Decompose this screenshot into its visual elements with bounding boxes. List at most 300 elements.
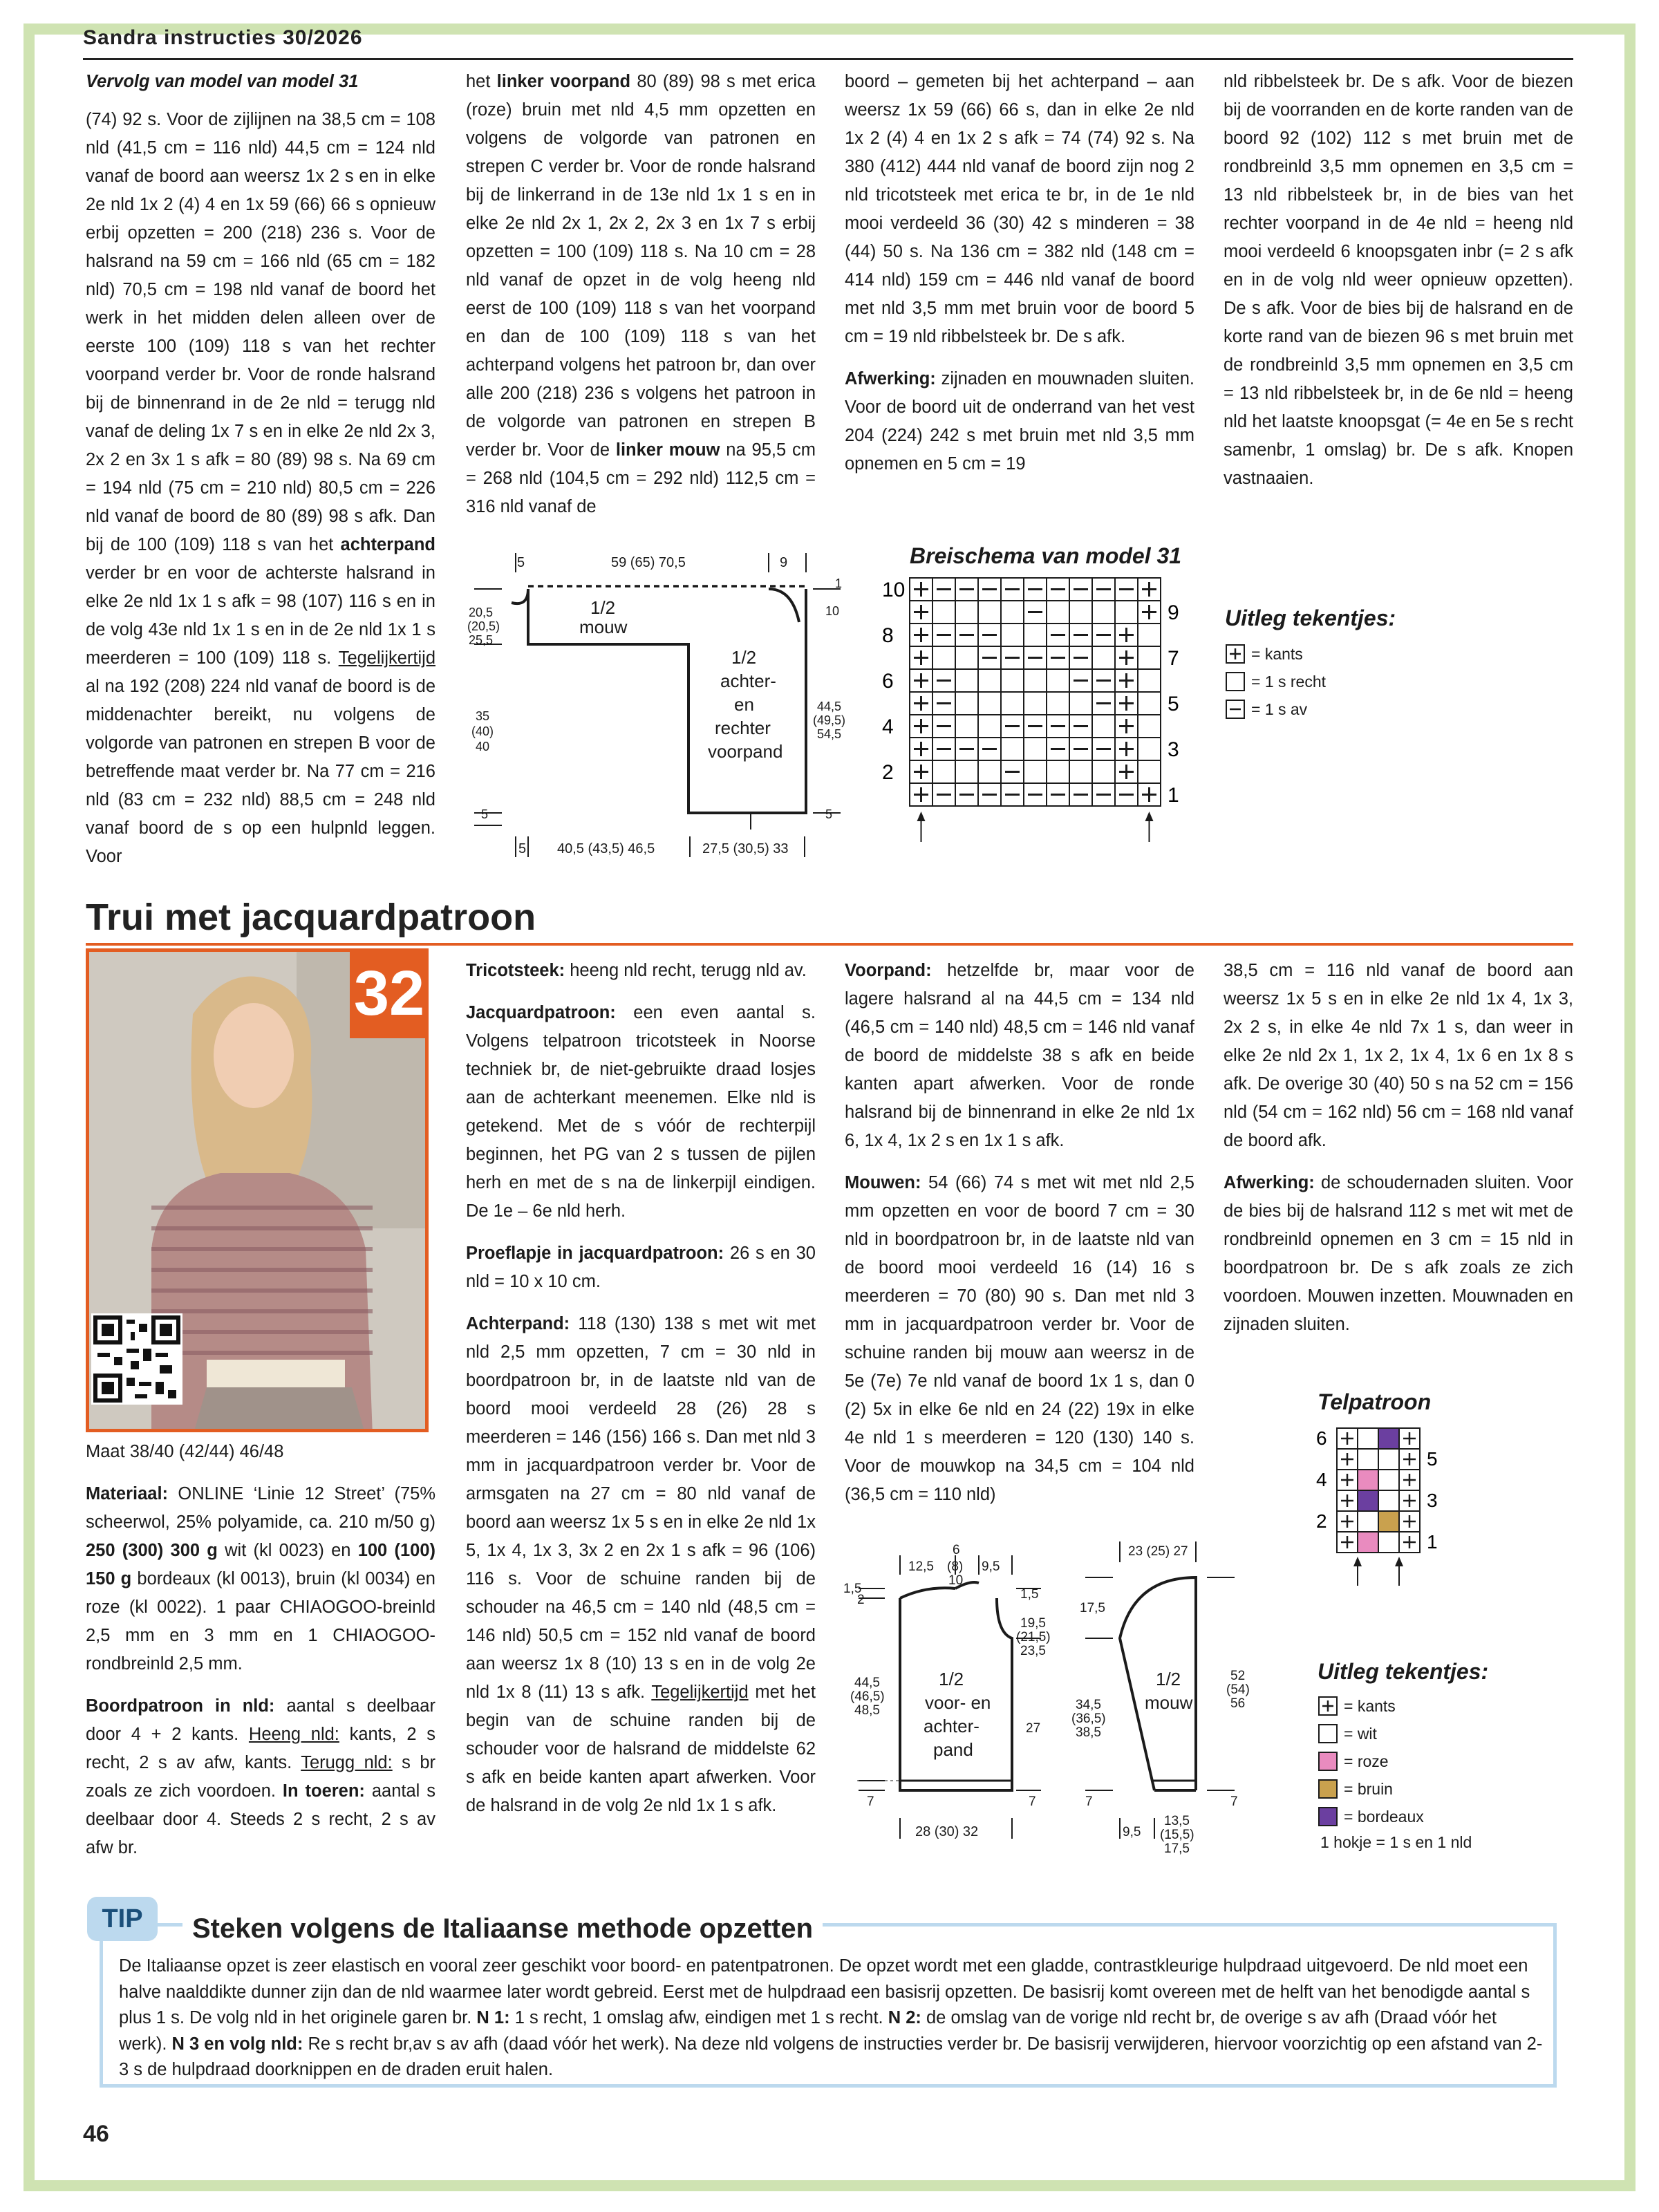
av-cell bbox=[978, 738, 1001, 760]
legend-item bbox=[1225, 695, 1326, 723]
kants-cell bbox=[910, 783, 932, 806]
dim-text: 12,5 bbox=[908, 1559, 934, 1574]
tip-title: Steken volgens de Italiaanse methode opzetten bbox=[182, 1913, 823, 1944]
recht-cell bbox=[955, 692, 978, 715]
dim-text: 34,5 bbox=[1076, 1698, 1101, 1712]
kants-cell bbox=[1337, 1470, 1358, 1490]
piece-label: 1/2 bbox=[1156, 1669, 1181, 1689]
color-cell bbox=[1378, 1449, 1399, 1470]
av-cell bbox=[1001, 760, 1024, 783]
av-cell bbox=[1092, 624, 1115, 646]
dim-text: 40,5 (43,5) 46,5 bbox=[557, 841, 655, 856]
bold-term: Afwerking: bbox=[845, 369, 936, 388]
schema-32-body bbox=[843, 1535, 1071, 1880]
text: 54 (66) 74 s met wit met nld 2,5 mm opzetten en voor de boord 7 cm = 30 nld in boordpatroon br, in de laatste nld van de boord mooi verdeeld 16 (14) 16 s meerderen = 70 (80) 90 s. Dan met nld 3 mm in jacquardpatroon verder br. Voor de schuine randen bij mouw aan weersz in de 5e (7e) 7e nld vanaf de boord 1x 1 s, dan 0 (2) 5x in elke 6e nld en 24 (22) 19x in elke 4e nld 1 s meerderen = 120 (130) 140 s. Voor de mouwkop na 34,5 cm = 104 nld (36,5 cm = 110 nld) bbox=[845, 1173, 1194, 1504]
dim-text: (36,5) bbox=[1071, 1712, 1106, 1726]
recht-cell bbox=[1024, 760, 1047, 783]
recht-cell bbox=[978, 669, 1001, 692]
kants-cell bbox=[1115, 715, 1138, 738]
row-number: 6 bbox=[882, 670, 894, 693]
kants-symbol-icon bbox=[1318, 1696, 1338, 1716]
bold-term: N 1: bbox=[476, 2008, 510, 2027]
dim-text: 54,5 bbox=[817, 727, 842, 741]
dim-text: 17,5 bbox=[1164, 1841, 1190, 1856]
av-cell bbox=[1024, 783, 1047, 806]
color-cell bbox=[1358, 1470, 1378, 1490]
bold-term: Afwerking: bbox=[1224, 1173, 1315, 1192]
av-cell bbox=[978, 646, 1001, 669]
recht-cell bbox=[978, 692, 1001, 715]
breischema-title: Breischema van model 31 bbox=[910, 543, 1182, 568]
recht-cell bbox=[978, 715, 1001, 738]
av-cell bbox=[1069, 669, 1092, 692]
recht-cell bbox=[955, 715, 978, 738]
recht-cell bbox=[1001, 624, 1024, 646]
recht-cell bbox=[955, 601, 978, 624]
av-cell bbox=[1047, 646, 1069, 669]
color-cell bbox=[1378, 1428, 1399, 1449]
kants-cell bbox=[910, 692, 932, 715]
piece-label: achter- bbox=[720, 671, 776, 691]
kants-cell bbox=[1337, 1449, 1358, 1470]
legend-item bbox=[1318, 1775, 1424, 1803]
legend-32-title: Uitleg tekentjes: bbox=[1318, 1659, 1489, 1684]
recht-cell bbox=[978, 601, 1001, 624]
dim-text: 40 bbox=[476, 740, 490, 753]
dim-text: 44,5 bbox=[854, 1676, 880, 1690]
m32-col-2 bbox=[466, 957, 816, 1834]
bold-term: N 3 en volg nld: bbox=[171, 2034, 303, 2054]
tip-tag: TIP bbox=[87, 1897, 158, 1941]
av-cell bbox=[1001, 715, 1024, 738]
recht-cell bbox=[1001, 692, 1024, 715]
bold-term: linker voorpand bbox=[496, 72, 631, 91]
bold-term: Tricotsteek: bbox=[466, 961, 565, 980]
text: (74) 92 s. Voor de zijlijnen na 38,5 cm = 108 nld (41,5 cm = 116 nld) 44,5 cm = 124 nld vanaf de boord aan weersz 1x 2 s en in elke 2e nld 1x 2 (4) 4 en 1x 59 (66) 66 s opnieuw erbij opzetten = 200 (218) 236 s. Voor de halsrand na 59 cm = 166 nld (65 cm = 182 nld) 70,5 cm = 198 nld vanaf de boord het werk in het midden delen alleen over de eerste 100 (109) 118 s van het rechter voorpand verder br. Voor de ronde halsrand bij de binnenrand in de 2e nld = terugg nld vanaf de deling 1x 7 s en in elke 2e nld 2x 3, 2x 2 en 3x 1 s afk = 80 (89) 98 s. Na 69 cm = 194 nld (75 cm = 210 nld) 80,5 cm = 226 nld vanaf de boord de 80 (89) 98 s afk. Dan bij de 100 (109) 118 s van het bbox=[86, 110, 435, 554]
top-col-3 bbox=[845, 68, 1194, 492]
bold-term: Mouwen: bbox=[845, 1173, 921, 1192]
kants-cell bbox=[1399, 1449, 1420, 1470]
text: 118 (130) 138 s met wit met nld 2,5 mm opzetten, 7 cm = 30 nld in boordpatroon br, in de laatste nld van de boord mooi verdeeld 28 (26) 28 s meerderen = 146 (156) 166 s. Dan met nld 3 mm in jacquardpatroon verder br. Voor de armsgaten na 27 cm = 80 nld vanaf de boord aan weersz 1x 5 s en in elke 2e nld 1x 5, 1x 4, 1x 3, 3x 2 en 2x 1 s afk = 96 (106) 116 s. Voor de schuine randen bij de schouder na 46,5 cm = 140 nld (48,5 cm = 146 nld) 50,5 cm = 152 nld vanaf de boord aan weersz 1x 8 (10) 13 s en in de volg 2e nld 1x 8 (11) 13 s afk. bbox=[466, 1314, 816, 1702]
recht-cell bbox=[1138, 760, 1161, 783]
color-cell bbox=[1358, 1511, 1378, 1532]
text: ONLINE ‘Linie 12 Street’ (75% scheerwol, 25% polyamide, ca. 210 m/50 g) bbox=[86, 1484, 435, 1532]
dim-text: 1 bbox=[835, 577, 843, 590]
dim-text: 5 bbox=[518, 841, 527, 856]
av-cell bbox=[1092, 669, 1115, 692]
text: 26 s en 30 nld = 10 x 10 cm. bbox=[466, 1244, 816, 1291]
bordeaux-swatch-icon bbox=[1318, 1806, 1338, 1827]
top-col-4 bbox=[1224, 68, 1573, 507]
dim-text: 27,5 (30,5) 33 bbox=[702, 841, 789, 856]
kants-cell bbox=[1337, 1532, 1358, 1553]
dim-text: (49,5) bbox=[813, 713, 846, 727]
recht-cell bbox=[1092, 760, 1115, 783]
kants-cell bbox=[1399, 1532, 1420, 1553]
legend-label: = 1 s av bbox=[1251, 700, 1308, 718]
legend-item bbox=[1318, 1692, 1424, 1720]
dim-text: 19,5 bbox=[1020, 1616, 1046, 1631]
underlined-term: Heeng nld: bbox=[248, 1725, 339, 1744]
recht-cell bbox=[1047, 601, 1069, 624]
kants-cell bbox=[910, 715, 932, 738]
av-cell bbox=[1024, 578, 1047, 601]
dim-text: 52 bbox=[1230, 1669, 1246, 1683]
bruin-swatch-icon bbox=[1318, 1779, 1338, 1799]
text: met het begin van de schuine randen bij de schouder voor de halsrand de middelste 62 s afk en beide kanten apart afwerken. Voor de halsrand in de volg 2e nld 1x 1 s afk. bbox=[466, 1683, 816, 1815]
text: Re s recht br,av s av afh (daad vóór het werk). Na deze nld volgens de instructies verder br. De basisrij verwijderen, hiervoor voorzichtig op een afstand van 2-3 s de hulpdraad doorknippen en de draden eruit halen. bbox=[119, 2034, 1543, 2079]
kants-cell bbox=[910, 760, 932, 783]
av-cell bbox=[1024, 646, 1047, 669]
kants-cell bbox=[910, 646, 932, 669]
top-col-2 bbox=[466, 68, 816, 535]
piece-label: achter- bbox=[924, 1716, 980, 1736]
recht-cell bbox=[955, 760, 978, 783]
av-cell bbox=[955, 624, 978, 646]
av-cell bbox=[1001, 783, 1024, 806]
text: s br zoals ze zich voordoen. bbox=[86, 1753, 435, 1801]
model-32-title: Trui met jacquardpatroon bbox=[86, 897, 536, 938]
kants-cell bbox=[1138, 601, 1161, 624]
color-cell bbox=[1358, 1490, 1378, 1511]
bold-term: Achterpand: bbox=[466, 1314, 570, 1333]
text: 38,5 cm = 116 nld vanaf de boord aan weersz 1x 5 s en in elke 2e nld 1x 4, 1x 3, 2x 2 s, in elke 4e nld 7x 1 s, dan weer in elke 2e nld 2x 1, 1x 2, 1x 4, 1x 6 en 1x 8 s afk. De overige 30 (40) 50 s na 52 cm = 156 nld (54 cm = 162 nld) 56 cm = 168 nld vanaf de boord afk. bbox=[1224, 961, 1573, 1150]
kants-cell bbox=[1115, 738, 1138, 760]
av-cell bbox=[978, 624, 1001, 646]
kants-cell bbox=[910, 669, 932, 692]
text: kants, 2 s recht, 2 s av afw, kants. bbox=[86, 1725, 436, 1772]
recht-cell bbox=[1138, 669, 1161, 692]
recht-cell bbox=[1001, 738, 1024, 760]
underlined-term: Terugg nld: bbox=[301, 1753, 393, 1772]
kants-cell bbox=[1115, 669, 1138, 692]
av-cell bbox=[932, 578, 955, 601]
dim-text: 56 bbox=[1230, 1696, 1246, 1711]
dim-text: 25,5 bbox=[469, 633, 494, 647]
page-number: 46 bbox=[83, 2121, 109, 2147]
av-cell bbox=[932, 669, 955, 692]
label: Maat bbox=[86, 1442, 125, 1461]
continuation-title: Vervolg van model van model 31 bbox=[86, 72, 359, 91]
piece-label: voorpand bbox=[708, 741, 783, 762]
recht-cell bbox=[1024, 669, 1047, 692]
recht-cell bbox=[932, 601, 955, 624]
row-number: 1 bbox=[1427, 1531, 1438, 1553]
dim-text: 7 bbox=[1029, 1794, 1036, 1809]
dim-text: 5 bbox=[825, 807, 833, 821]
telpatroon-grid bbox=[1309, 1423, 1475, 1595]
recht-cell bbox=[1047, 692, 1069, 715]
underlined-term: Tegelijkertijd bbox=[338, 648, 435, 668]
legend-item bbox=[1225, 640, 1326, 668]
av-cell bbox=[1001, 578, 1024, 601]
piece-label: mouw bbox=[1145, 1692, 1193, 1713]
text: nld ribbelsteek br. De s afk. Voor de biezen bij de voorranden en de korte randen van de boord 92 (102) 112 s met bruin met de rondbreinld 3,5 mm opnemen en 3,5 cm = 13 nld ribbelsteek br, in de bies van het rechter voorpand in de 4e nld = heeng nld mooi verdeeld 6 knoopsgaten inbr (= 2 s afk en in de volg nld weer opnieuw opzetten). De s afk. Voor de bies bij de halsrand en de korte rand van de biezen 96 s met bruin met de rondbreinld 3,5 mm opnemen en 3,5 cm = 13 nld ribbelsteek br, in de 6e nld = heeng nld het laatste knoopsgat (= 4e en 5e s recht samenbr, 1 omslag) br. De s afk. Knopen vastnaaien. bbox=[1224, 72, 1573, 488]
kants-cell bbox=[910, 578, 932, 601]
schema-31 bbox=[467, 539, 859, 871]
color-cell bbox=[1378, 1490, 1399, 1511]
av-cell bbox=[978, 578, 1001, 601]
av-cell bbox=[1092, 578, 1115, 601]
arrow-icon bbox=[1353, 1557, 1362, 1586]
text: bordeaux (kl 0013), bruin (kl 0034) en roze (kl 0022). 1 paar CHIAOGOO-breinld 2,5 mm en 3 mm en 1 CHIAOGOO-rondbreinld 2,5 mm. bbox=[86, 1569, 435, 1674]
qr-code-icon[interactable] bbox=[91, 1313, 182, 1405]
text: heeng nld recht, terugg nld av. bbox=[570, 961, 807, 980]
av-cell bbox=[955, 783, 978, 806]
dim-text: (21,5) bbox=[1016, 1630, 1051, 1644]
dim-text: 1,5 bbox=[843, 1582, 862, 1596]
piece-label: en bbox=[734, 694, 754, 715]
color-cell bbox=[1378, 1470, 1399, 1490]
dim-text: 17,5 bbox=[1080, 1601, 1105, 1615]
bold-term: Boordpatroon in nld: bbox=[86, 1696, 275, 1716]
arrow-icon bbox=[917, 812, 926, 842]
row-number: 2 bbox=[882, 761, 894, 784]
recht-cell bbox=[1024, 692, 1047, 715]
row-number: 2 bbox=[1316, 1510, 1327, 1532]
av-cell bbox=[1069, 783, 1092, 806]
recht-cell bbox=[1024, 624, 1047, 646]
row-number: 7 bbox=[1168, 647, 1179, 670]
kants-cell bbox=[1399, 1428, 1420, 1449]
row-number: 9 bbox=[1168, 601, 1179, 624]
kants-cell bbox=[1337, 1511, 1358, 1532]
av-cell bbox=[1001, 646, 1024, 669]
recht-cell bbox=[1001, 669, 1024, 692]
av-cell bbox=[1115, 783, 1138, 806]
piece-label: rechter bbox=[715, 718, 771, 738]
wit-swatch-icon bbox=[1318, 1723, 1338, 1744]
text: het bbox=[466, 72, 491, 91]
text: De Italiaanse opzet is zeer elastisch en vooral zeer geschikt voor boord- en patentpatronen. De opzet wordt met een gladde, contrastkleurige hulpdraad uitgevoerd. De nld moet een halve naalddikte dunner zijn dan de nld waarmee later wordt gebreid. Eerst met de hulpdraad een basisrij opzetten. De basisrij komt overeen met de helft van het benodigde aantal s plus 1 s. De volg nld in het originele garen br. bbox=[119, 1956, 1530, 2027]
bold-term: N 2: bbox=[888, 2008, 921, 2027]
telpatroon-title: Telpatroon bbox=[1318, 1389, 1432, 1414]
tip-text bbox=[119, 1953, 1548, 2083]
dim-text: 35 bbox=[476, 709, 490, 723]
row-number: 3 bbox=[1427, 1490, 1438, 1511]
av-symbol-icon bbox=[1225, 699, 1246, 720]
dim-text: 20,5 bbox=[469, 606, 494, 619]
row-number: 4 bbox=[1316, 1469, 1327, 1490]
piece-label: 1/2 bbox=[590, 597, 616, 618]
row-number: 5 bbox=[1427, 1448, 1438, 1470]
underlined-term: Tegelijkertijd bbox=[651, 1683, 749, 1702]
dim-text: 10 bbox=[948, 1573, 964, 1588]
bold-term: Voorpand: bbox=[845, 961, 932, 980]
recht-cell bbox=[1115, 601, 1138, 624]
dim-text: 7 bbox=[1085, 1794, 1093, 1809]
size-value: 38/40 (42/44) 46/48 bbox=[129, 1442, 284, 1461]
av-cell bbox=[1024, 715, 1047, 738]
breischema-31-grid bbox=[868, 571, 1214, 861]
av-cell bbox=[932, 692, 955, 715]
kants-cell bbox=[1399, 1490, 1420, 1511]
legend-label: = kants bbox=[1251, 645, 1303, 663]
av-cell bbox=[1069, 578, 1092, 601]
bold-term: Materiaal: bbox=[86, 1484, 169, 1503]
text: een even aantal s. Volgens telpatroon tricotsteek in Noorse techniek br, de niet-gebruikte draad losjes aan de achterkant meenemen. Elke nld is getekend. Met de s vóór de rechterpijl beginnen, het PG van 2 s tussen de pijlen herh en met de s na de linkerpijl eindigen. De 1e – 6e nld herh. bbox=[466, 1003, 816, 1221]
recht-cell bbox=[955, 669, 978, 692]
row-number: 6 bbox=[1316, 1427, 1327, 1449]
dim-text: (46,5) bbox=[850, 1689, 885, 1704]
dim-text: 13,5 bbox=[1164, 1814, 1190, 1828]
recht-cell bbox=[1092, 601, 1115, 624]
av-cell bbox=[932, 738, 955, 760]
bold-term: 250 (300) 300 g bbox=[86, 1541, 218, 1560]
recht-cell bbox=[1047, 669, 1069, 692]
m32-col-1 bbox=[86, 1438, 435, 1876]
kants-cell bbox=[910, 624, 932, 646]
recht-cell bbox=[1138, 692, 1161, 715]
recht-cell bbox=[1069, 760, 1092, 783]
kants-cell bbox=[1115, 646, 1138, 669]
kants-cell bbox=[1115, 692, 1138, 715]
recht-cell bbox=[1138, 624, 1161, 646]
magazine-header: Sandra instructies 30/2026 bbox=[83, 26, 363, 49]
row-number: 8 bbox=[882, 624, 894, 647]
av-cell bbox=[955, 738, 978, 760]
text: na 95,5 cm = 268 nld (104,5 cm = 292 nld) 112,5 cm = 316 nld vanaf de bbox=[466, 440, 816, 516]
kants-cell bbox=[1115, 624, 1138, 646]
kants-cell bbox=[1138, 783, 1161, 806]
recht-cell bbox=[1092, 646, 1115, 669]
av-cell bbox=[1069, 646, 1092, 669]
bold-term: Jacquardpatroon: bbox=[466, 1003, 616, 1022]
color-cell bbox=[1358, 1532, 1378, 1553]
av-cell bbox=[1069, 715, 1092, 738]
dim-text: 10 bbox=[825, 604, 840, 618]
text: de omslag van de vorige nld recht br, de overige s av afh (Draad vóór het werk). bbox=[119, 2008, 1497, 2054]
bold-term: In toeren: bbox=[282, 1781, 365, 1801]
row-number: 10 bbox=[882, 579, 906, 601]
dim-text: (40) bbox=[471, 724, 494, 738]
dim-text: 9 bbox=[780, 555, 788, 570]
kants-cell bbox=[1399, 1511, 1420, 1532]
legend-label: = wit bbox=[1344, 1725, 1377, 1743]
recht-cell bbox=[1069, 601, 1092, 624]
row-number: 4 bbox=[882, 715, 894, 738]
text: hetzelfde br, maar voor de lagere halsrand al na 44,5 cm = 134 nld (46,5 cm = 140 nld) 48,5 cm = 146 nld vanaf de boord de middelste 38 s afk en beide kanten apart afwerken. Voor de ronde halsrand bij de binnenrand in elke 2e nld 1x 6, 1x 4, 1x 2 s en 1x 1 s afk. bbox=[845, 961, 1194, 1150]
recht-cell bbox=[1047, 760, 1069, 783]
kants-cell bbox=[1337, 1428, 1358, 1449]
text: 80 (89) 98 s met erica (roze) bruin met nld 4,5 mm opzetten en volgens de volgorde van patronen en strepen C verder br. Voor de ronde halsrand bij de linkerrand in de 13e nld 1x 1 s en in elke 2e nld 2x 1, 2x 2, 2x 3 en 1x 7 s erbij opzetten = 100 (109) 118 s. Na 10 cm = 28 nld vanaf de opzet in de volg heeng nld eerst de 100 (109) 118 s van het voorpand en dan de 100 (109) 118 s van het achterpand volgens het patroon br, dan over alle 200 (218) 236 s volgens het patroon in de volgorde van patronen en strepen B verder br. Voor de bbox=[466, 72, 816, 460]
dim-text: 7 bbox=[867, 1794, 874, 1809]
text: al na 192 (208) 224 nld vanaf de boord is de middenachter bereikt, nu volgens de volgorde van patronen en strepen B voor de betreffende maat verder br. Na 77 cm = 216 nld (83 cm = 232 nld) 88,5 cm = 248 nld vanaf boord de s op een hulpnld leggen. Voor bbox=[86, 677, 435, 866]
av-cell bbox=[1069, 738, 1092, 760]
top-col-1 bbox=[86, 68, 435, 885]
color-cell bbox=[1358, 1428, 1378, 1449]
dim-text: 48,5 bbox=[854, 1703, 880, 1718]
av-cell bbox=[1092, 692, 1115, 715]
row-number: 5 bbox=[1168, 693, 1179, 715]
dim-text: (20,5) bbox=[467, 619, 500, 633]
piece-label: mouw bbox=[579, 617, 628, 637]
av-cell bbox=[1047, 624, 1069, 646]
legend-label: = kants bbox=[1344, 1697, 1396, 1715]
dim-text: (8) bbox=[947, 1559, 964, 1574]
legend-item bbox=[1318, 1720, 1424, 1747]
av-cell bbox=[1092, 783, 1115, 806]
av-cell bbox=[978, 783, 1001, 806]
dim-text: 23,5 bbox=[1020, 1644, 1046, 1658]
recht-cell bbox=[1024, 738, 1047, 760]
dim-text: 59 (65) 70,5 bbox=[611, 555, 686, 570]
av-cell bbox=[955, 578, 978, 601]
kants-cell bbox=[1115, 760, 1138, 783]
piece-label: 1/2 bbox=[939, 1669, 964, 1689]
piece-label: 1/2 bbox=[731, 647, 757, 668]
legend-item bbox=[1225, 668, 1326, 695]
piece-label: voor- en bbox=[925, 1692, 991, 1713]
text: aantal s deelbaar door 4. Steeds 2 s recht, 2 s av afw br. bbox=[86, 1781, 436, 1857]
av-cell bbox=[1047, 783, 1069, 806]
schema-32-sleeve bbox=[1071, 1535, 1272, 1880]
dim-text: 2 bbox=[857, 1593, 865, 1607]
dim-text: (54) bbox=[1226, 1683, 1250, 1697]
dim-text: 27 bbox=[1026, 1721, 1041, 1736]
dim-text: (15,5) bbox=[1160, 1828, 1194, 1842]
row-number: 1 bbox=[1168, 784, 1179, 807]
recht-cell bbox=[932, 760, 955, 783]
model-number-badge: 32 bbox=[350, 948, 429, 1038]
legend-label: = bruin bbox=[1344, 1780, 1393, 1798]
av-cell bbox=[1047, 578, 1069, 601]
legend-32-note: 1 hokje = 1 s en 1 nld bbox=[1320, 1833, 1472, 1851]
dim-text: 44,5 bbox=[817, 700, 842, 713]
text: wit (kl 0023) en bbox=[225, 1541, 351, 1560]
recht-cell bbox=[1069, 692, 1092, 715]
recht-symbol-icon bbox=[1225, 671, 1246, 692]
legend-31-list bbox=[1225, 640, 1326, 723]
recht-cell bbox=[932, 646, 955, 669]
header-rule bbox=[83, 58, 1573, 60]
text: verder br en voor de achterste halsrand in elke 2e nld 1x 1 s afk = 98 (107) 116 s en in de volg 43e nld 1x 1 s en in de 2e nld 1x 1 s meerderen = 100 (109) 118 s. bbox=[86, 563, 435, 668]
text: boord – gemeten bij het achterpand – aan weersz 1x 59 (66) 66 s, dan in elke 2e nld 1x 2 (4) 4 en 1x 2 s afk = 74 (74) 92 s. Na 380 (412) 444 nld vanaf de boord zijn nog 2 nld tricotsteek met erica te br, in de 1e nld mooi verdeeld 36 (30) 42 s minderen = 38 (44) 50 s. Na 136 cm = 382 nld (148 cm = 414 nld) 159 cm = 446 nld vanaf de boord met nld 3,5 mm met bruin voor de boord 5 cm = 19 nld ribbelsteek br. De s afk. bbox=[845, 72, 1194, 346]
roze-swatch-icon bbox=[1318, 1751, 1338, 1772]
text: de schoudernaden sluiten. Voor de bies bij de halsrand 112 s met wit met de rondbreinld opnemen en 3 cm = 15 nld in boordpatroon br. De s afk zoals ze zich voordoen. Mouwen inzetten. Mouwnaden en zijnaden sluiten. bbox=[1224, 1173, 1573, 1334]
legend-label: = roze bbox=[1344, 1752, 1389, 1770]
dim-text: 5 bbox=[517, 555, 525, 570]
text: aantal s deelbaar door 4 + 2 kants. bbox=[86, 1696, 435, 1744]
dim-text: 9,5 bbox=[1123, 1825, 1141, 1839]
m32-col-4 bbox=[1224, 957, 1573, 1353]
av-cell bbox=[1024, 601, 1047, 624]
recht-cell bbox=[1138, 715, 1161, 738]
legend-31-title: Uitleg tekentjes: bbox=[1225, 606, 1396, 630]
color-cell bbox=[1378, 1532, 1399, 1553]
bold-term: 100 (100) 150 g bbox=[86, 1541, 435, 1588]
dim-text: 28 (30) 32 bbox=[915, 1824, 979, 1839]
kants-cell bbox=[1399, 1470, 1420, 1490]
av-cell bbox=[1047, 738, 1069, 760]
row-number: 3 bbox=[1168, 738, 1179, 761]
av-cell bbox=[1092, 738, 1115, 760]
kants-cell bbox=[910, 601, 932, 624]
dim-text: 5 bbox=[481, 807, 489, 821]
text: zijnaden en mouwnaden sluiten. Voor de boord uit de onderrand van het vest 204 (224) 242 s met bruin met nld 3,5 mm opnemen en 5 cm = 19 bbox=[845, 369, 1194, 474]
recht-cell bbox=[1092, 715, 1115, 738]
dim-text: 7 bbox=[1230, 1794, 1238, 1809]
recht-cell bbox=[1138, 738, 1161, 760]
kants-symbol-icon bbox=[1225, 644, 1246, 664]
legend-32-list bbox=[1318, 1692, 1424, 1830]
piece-label: pand bbox=[933, 1739, 973, 1760]
m32-col-3 bbox=[845, 957, 1194, 1523]
dim-text: 6 bbox=[953, 1543, 960, 1557]
kants-cell bbox=[1337, 1490, 1358, 1511]
kants-cell bbox=[1138, 578, 1161, 601]
av-cell bbox=[1047, 715, 1069, 738]
